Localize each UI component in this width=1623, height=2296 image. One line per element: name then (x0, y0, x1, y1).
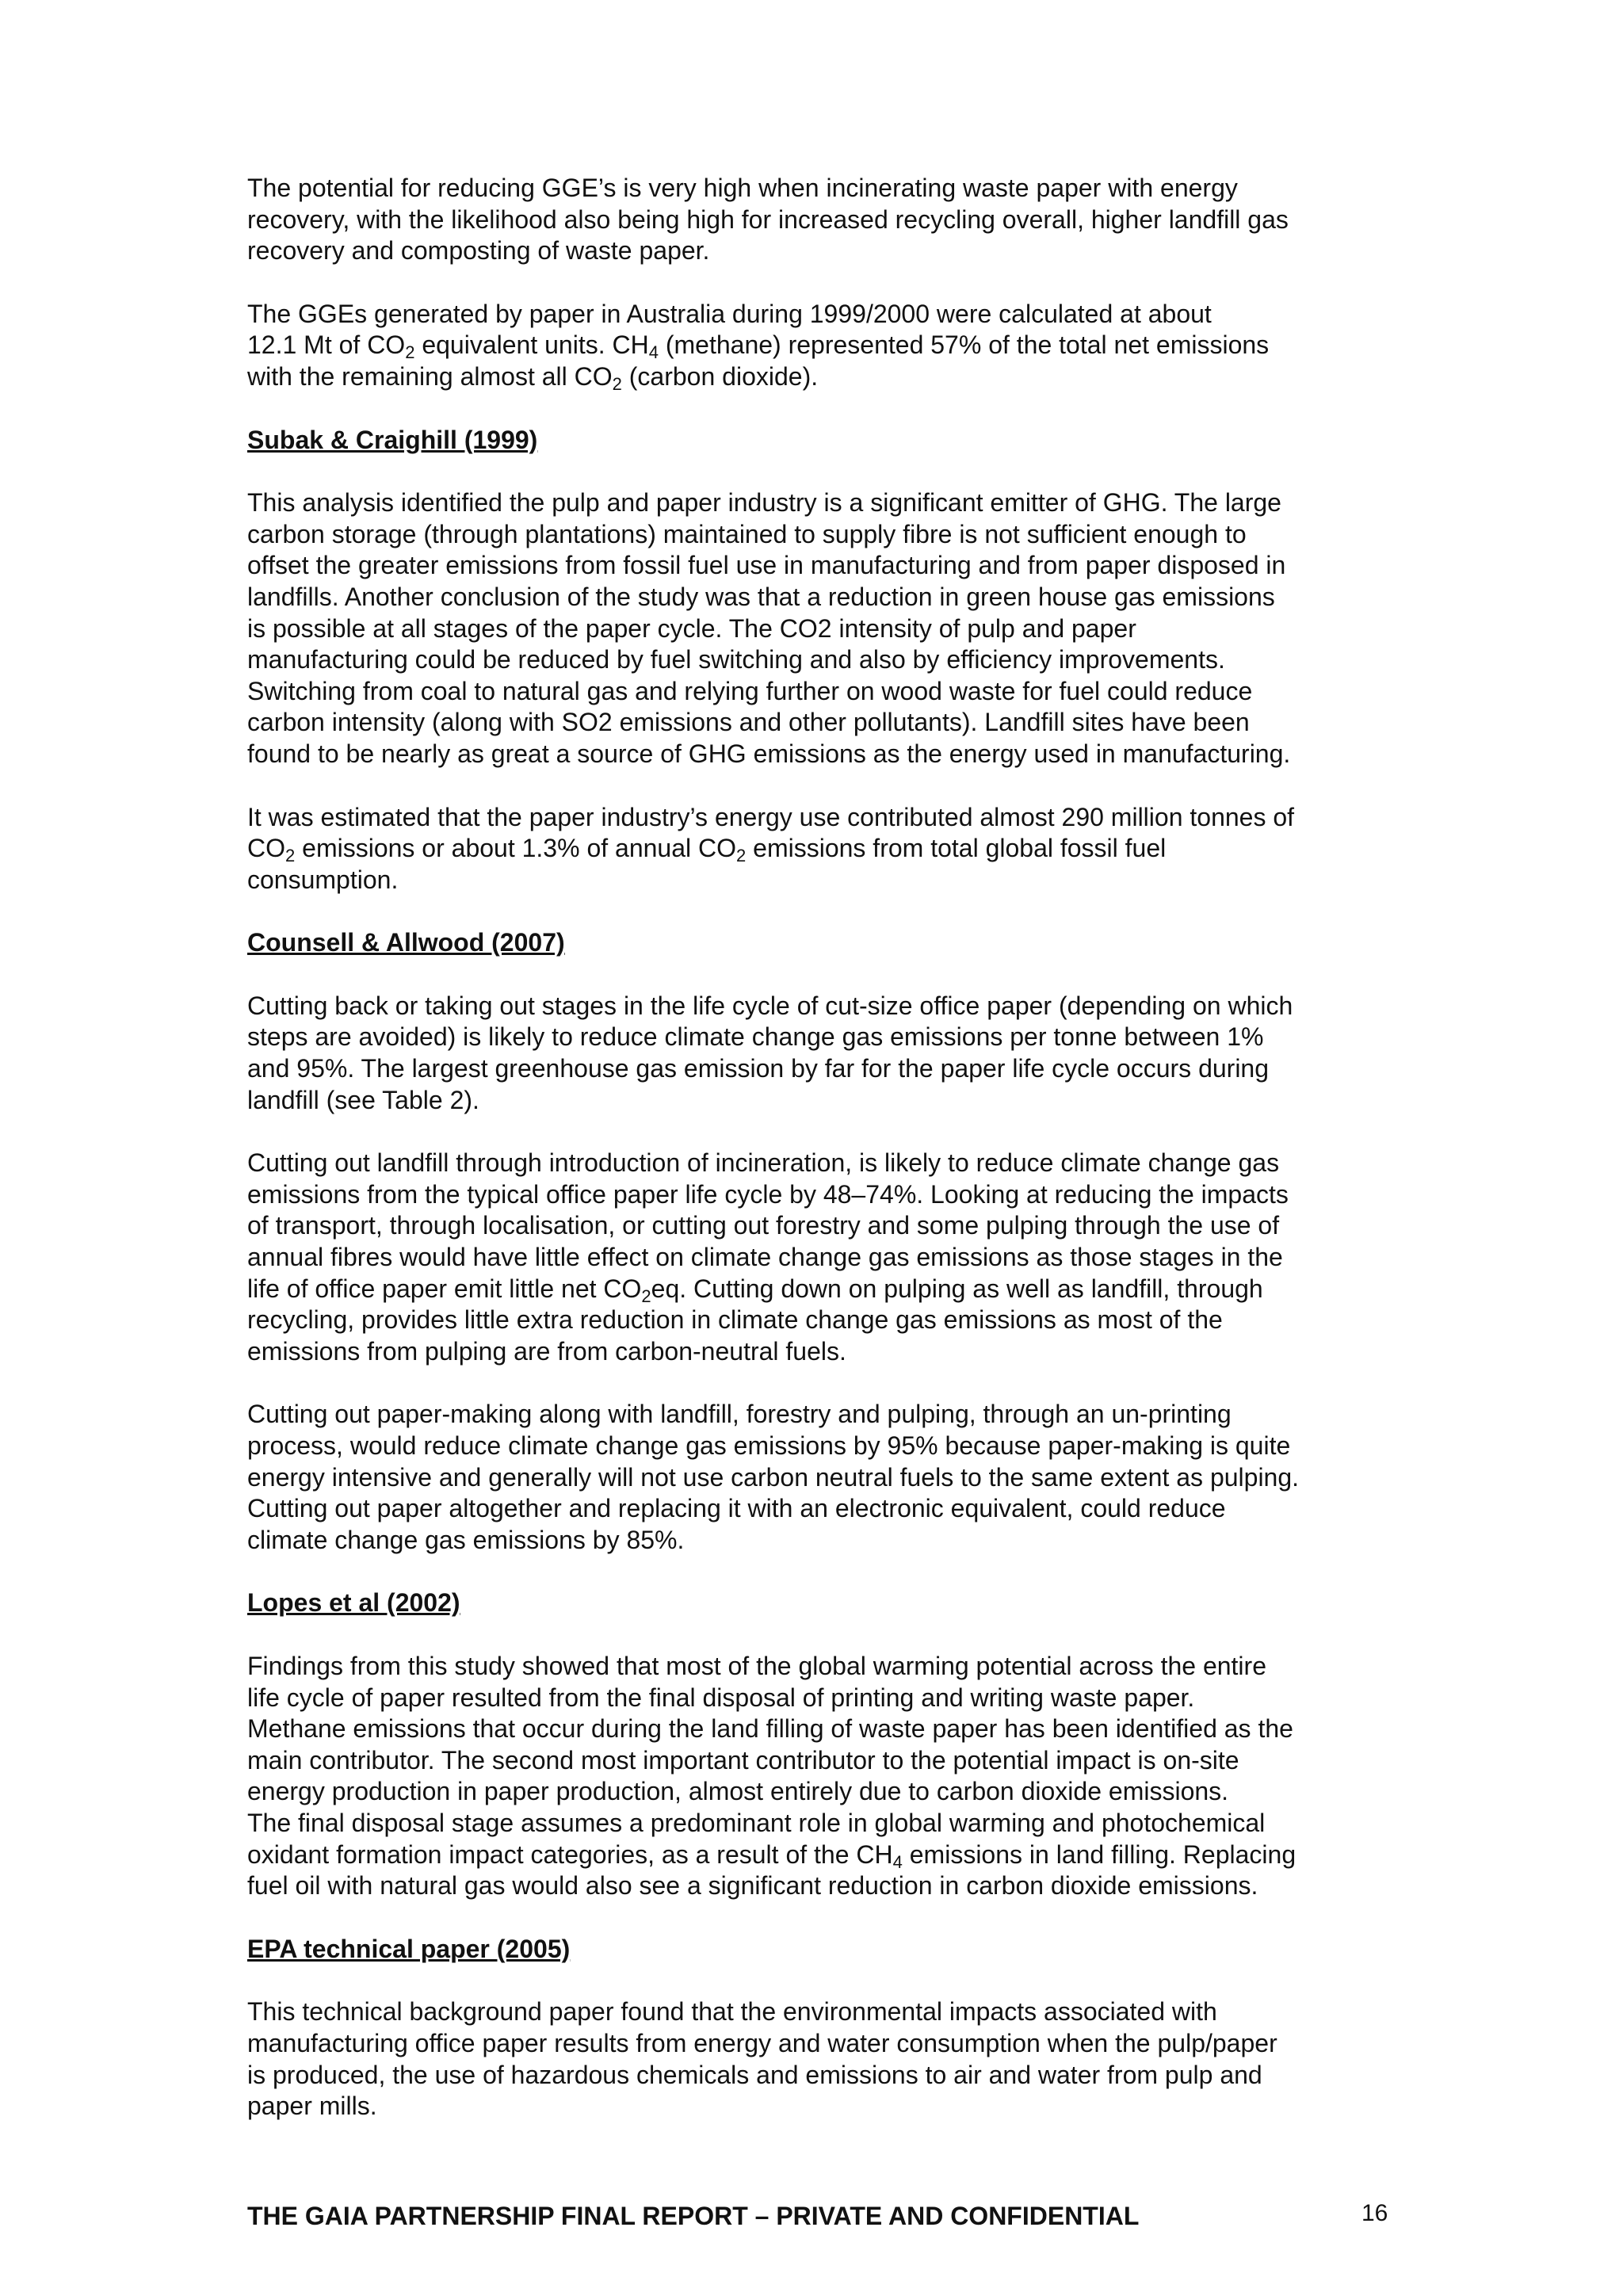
paragraph-energy-use-estimate (247, 802, 1396, 896)
text-line: process, would reduce climate change gas emissions by 95% because paper-making is quite (247, 1431, 1291, 1460)
text-line: and 95%. The largest greenhouse gas emission by far for the paper life cycle occurs during (247, 1054, 1270, 1083)
text-run: emissions or about 1.3% of annual CO (295, 834, 736, 863)
text-line: Cutting out paper altogether and replacing it with an electronic equivalent, could reduce (247, 1494, 1226, 1523)
text-line: is produced, the use of hazardous chemicals and emissions to air and water from pulp and (247, 2060, 1262, 2089)
subscript: 2 (285, 846, 296, 866)
text-line: energy production in paper production, almost entirely due to carbon dioxide emissions. (247, 1777, 1229, 1806)
text-line: Cutting out paper-making along with landfill, forestry and pulping, through an un-printing (247, 1400, 1232, 1429)
paragraph-epa-background (247, 1996, 1396, 2122)
text-line (247, 833, 1396, 865)
text-line: Cutting back or taking out stages in the life cycle of cut-size office paper (depending on which (247, 991, 1293, 1020)
text-run: emissions in land filling. Replacing (902, 1839, 1296, 1869)
text-line: of transport, through localisation, or cutting out forestry and some pulping through the use of (247, 1211, 1280, 1240)
text-line: emissions from pulping are from carbon-neutral fuels. (247, 1336, 846, 1366)
footer-title: THE GAIA PARTNERSHIP FINAL REPORT – PRIVATE AND CONFIDENTIAL (247, 2202, 1140, 2230)
text-line: offset the greater emissions from fossil fuel use in manufacturing and from paper disposed in (247, 551, 1286, 580)
subscript: 2 (736, 846, 747, 866)
section-heading-epa: EPA technical paper (2005) (247, 1934, 571, 1963)
subscript: 4 (648, 342, 659, 363)
paragraph-gge-potential (247, 173, 1396, 267)
text-line: manufacturing office paper results from energy and water consumption when the pulp/paper (247, 2028, 1277, 2057)
text-run: equivalent units. CH (414, 330, 649, 360)
text-line: This analysis identified the pulp and paper industry is a significant emitter of GHG. The large (247, 488, 1281, 518)
text-line: energy intensive and generally will not use carbon neutral fuels to the same extent as pulping. (247, 1462, 1300, 1492)
text-run: emissions from total global fossil fuel (746, 834, 1167, 863)
text-line: steps are avoided) is likely to reduce climate change gas emissions per tonne between 1% (247, 1022, 1264, 1052)
text-line: It was estimated that the paper industry’s energy use contributed almost 290 million tonnes of (247, 802, 1295, 831)
subscript: 2 (612, 373, 622, 394)
report-body (247, 173, 1396, 2154)
section-heading-counsell-allwood: Counsell & Allwood (2007) (247, 928, 565, 957)
text-line: paper mills. (247, 2092, 377, 2121)
page-number: 16 (1361, 2200, 1388, 2226)
text-line: The potential for reducing GGE’s is very high when incinerating waste paper with energy (247, 174, 1238, 202)
text-line: landfills. Another conclusion of the study was that a reduction in green house gas emissions (247, 582, 1275, 611)
text-run: 12.1 Mt of CO (247, 330, 406, 360)
text-line: Switching from coal to natural gas and relying further on wood waste for fuel could reduce (247, 676, 1253, 705)
text-line (247, 1274, 1396, 1305)
paragraph-cutting-out-landfill (247, 1148, 1396, 1367)
text-line: fuel oil with natural gas would also see a significant reduction in carbon dioxide emissions. (247, 1871, 1258, 1901)
text-line: emissions from the typical office paper life cycle by 48–74%. Looking at reducing the impacts (247, 1179, 1289, 1209)
paragraph-australia-gges (247, 299, 1396, 393)
text-run: with the remaining almost all CO (247, 361, 613, 391)
text-line: carbon intensity (along with SO2 emissions and other pollutants). Landfill sites have been (247, 708, 1250, 737)
text-run: (carbon dioxide). (621, 361, 819, 391)
subscript: 4 (892, 1851, 903, 1872)
text-line (247, 330, 1396, 361)
text-run: (methane) represented 57% of the total net emissions (658, 330, 1270, 360)
section-heading-subak-craighill: Subak & Craighill (1999) (247, 425, 538, 454)
paragraph-cutting-back-stages (247, 991, 1396, 1116)
subscript: 2 (405, 342, 415, 363)
text-line: recycling, provides little extra reduction in climate change gas emissions as most of the (247, 1305, 1223, 1335)
text-line: recovery, with the likelihood also being high for increased recycling overall, higher landfill gas (247, 204, 1289, 234)
text-line: recovery and composting of waste paper. (247, 236, 710, 266)
text-line: is possible at all stages of the paper cycle. The CO2 intensity of pulp and paper (247, 613, 1136, 643)
text-line: The GGEs generated by paper in Australia during 1999/2000 were calculated at about (247, 299, 1212, 328)
text-line: Methane emissions that occur during the land filling of waste paper has been identified as the (247, 1714, 1293, 1744)
text-line: consumption. (247, 865, 399, 894)
subscript: 2 (641, 1286, 651, 1306)
text-line: Cutting out landfill through introduction of incineration, is likely to reduce climate change gas (247, 1148, 1280, 1178)
text-line (247, 1839, 1396, 1871)
text-line: manufacturing could be reduced by fuel switching and also by efficiency improvements. (247, 645, 1225, 674)
text-line: carbon storage (through plantations) maintained to supply fibre is not sufficient enough to (247, 519, 1247, 548)
text-run: oxidant formation impact categories, as a result of the CH (247, 1839, 893, 1869)
text-line: found to be nearly as great a source of GHG emissions as the energy used in manufacturing. (247, 739, 1291, 768)
text-line (247, 361, 1396, 393)
text-line: climate change gas emissions by 85%. (247, 1525, 685, 1554)
text-run: CO (247, 834, 285, 863)
text-line: The final disposal stage assumes a predominant role in global warming and photochemical (247, 1808, 1266, 1837)
text-run: eq. Cutting down on pulping as well as landfill, through (651, 1274, 1263, 1303)
text-line: main contributor. The second most important contributor to the potential impact is on-site (247, 1745, 1239, 1775)
text-line: This technical background paper found that the environmental impacts associated with (247, 1997, 1217, 2027)
text-line: life cycle of paper resulted from the final disposal of printing and writing waste paper. (247, 1683, 1195, 1712)
text-line: Findings from this study showed that most of the global warming potential across the entire (247, 1651, 1266, 1680)
text-run: life of office paper emit little net CO (247, 1274, 642, 1303)
paragraph-subak-analysis (247, 487, 1396, 770)
paragraph-lopes-findings (247, 1651, 1396, 1902)
text-line: landfill (see Table 2). (247, 1085, 479, 1114)
paragraph-cutting-out-paper-making (247, 1399, 1396, 1556)
text-line: annual fibres would have little effect on climate change gas emissions as those stages in the (247, 1243, 1283, 1272)
section-heading-lopes: Lopes et al (2002) (247, 1588, 460, 1618)
